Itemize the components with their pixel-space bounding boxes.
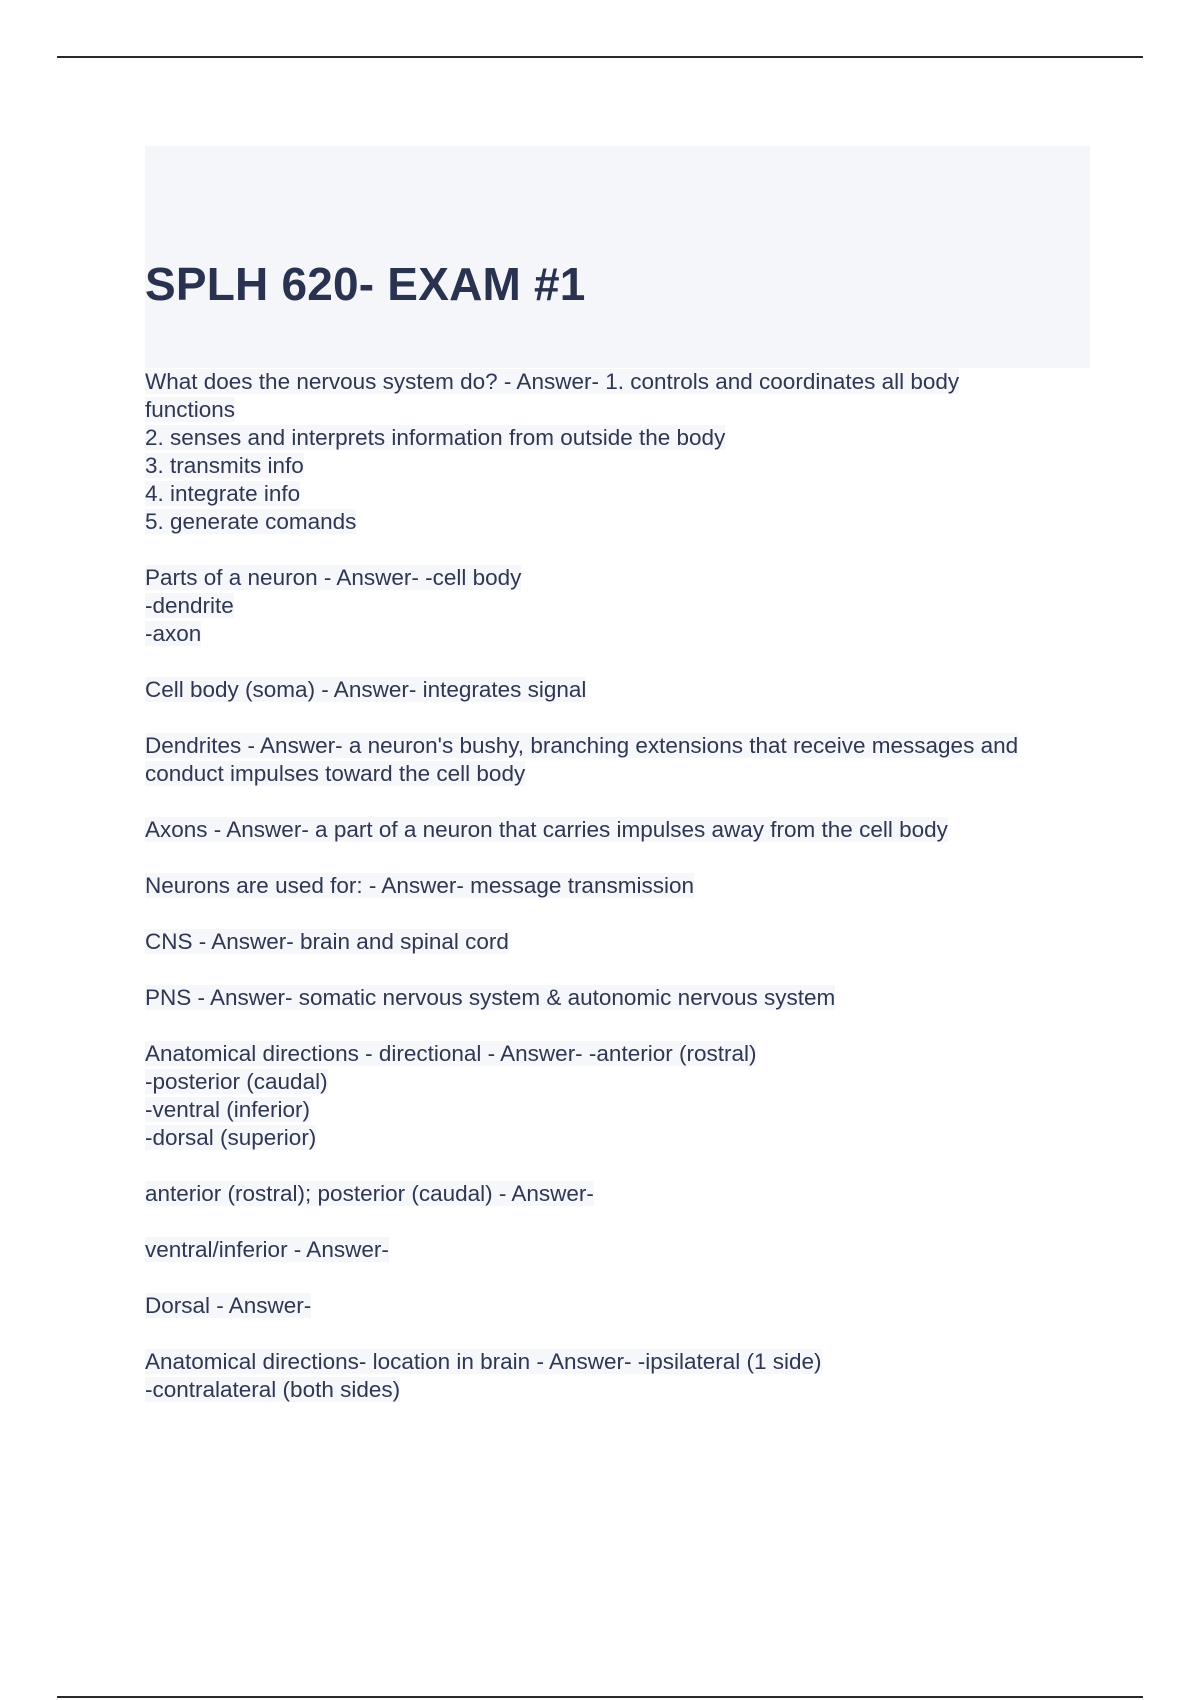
qa-question-line <box>145 1040 1095 1068</box>
qa-question-line <box>145 732 1095 760</box>
qa-answer-line <box>145 508 1095 536</box>
qa-text: -dorsal (superior) <box>145 1125 317 1150</box>
qa-question-line <box>145 816 1095 844</box>
qa-item <box>145 984 1095 1012</box>
qa-text: -ventral (inferior) <box>145 1097 311 1122</box>
qa-text: What does the nervous system do? - Answer- 1. controls and coordinates all body <box>145 369 960 394</box>
qa-answer-line <box>145 1068 1095 1096</box>
qa-question-line <box>145 1348 1095 1376</box>
qa-answer-line <box>145 1096 1095 1124</box>
qa-text: -posterior (caudal) <box>145 1069 328 1094</box>
qa-question-line <box>145 1180 1095 1208</box>
qa-question-line <box>145 984 1095 1012</box>
qa-question-line <box>145 1292 1095 1320</box>
qa-text: anterior (rostral); posterior (caudal) - Answer- <box>145 1181 594 1206</box>
qa-text: Anatomical directions- location in brain - Answer- -ipsilateral (1 side) <box>145 1349 822 1374</box>
qa-text: Cell body (soma) - Answer- integrates signal <box>145 677 587 702</box>
qa-answer-line <box>145 1124 1095 1152</box>
qa-item <box>145 928 1095 956</box>
bottom-divider <box>57 1696 1143 1698</box>
qa-text: 3. transmits info <box>145 453 304 478</box>
qa-question-line <box>145 676 1095 704</box>
qa-item <box>145 676 1095 704</box>
qa-text: -contralateral (both sides) <box>145 1377 401 1402</box>
qa-text: -axon <box>145 621 202 646</box>
qa-item <box>145 1180 1095 1208</box>
qa-question-line <box>145 564 1095 592</box>
qa-text: PNS - Answer- somatic nervous system & autonomic nervous system <box>145 985 836 1010</box>
top-divider <box>57 56 1143 58</box>
qa-text: functions <box>145 397 236 422</box>
qa-text: ventral/inferior - Answer- <box>145 1237 389 1262</box>
qa-item <box>145 732 1095 788</box>
qa-text: Dorsal - Answer- <box>145 1293 312 1318</box>
qa-answer-line <box>145 760 1095 788</box>
qa-item <box>145 368 1095 536</box>
qa-item <box>145 564 1095 648</box>
qa-item <box>145 1348 1095 1404</box>
qa-question-line <box>145 1236 1095 1264</box>
qa-item <box>145 1236 1095 1264</box>
qa-answer-line <box>145 620 1095 648</box>
qa-text: 2. senses and interprets information from outside the body <box>145 425 726 450</box>
qa-item <box>145 816 1095 844</box>
page-title: SPLH 620- EXAM #1 <box>145 258 586 310</box>
qa-text: Parts of a neuron - Answer- -cell body <box>145 565 522 590</box>
qa-text: -dendrite <box>145 593 234 618</box>
qa-text: Neurons are used for: - Answer- message transmission <box>145 873 694 898</box>
qa-answer-line <box>145 480 1095 508</box>
qa-text: conduct impulses toward the cell body <box>145 761 526 786</box>
qa-question-line <box>145 368 1095 396</box>
qa-text: 4. integrate info <box>145 481 301 506</box>
qa-question-line <box>145 872 1095 900</box>
qa-answer-line <box>145 452 1095 480</box>
qa-item <box>145 1292 1095 1320</box>
qa-text: Anatomical directions - directional - Answer- -anterior (rostral) <box>145 1041 757 1066</box>
qa-question-line <box>145 928 1095 956</box>
qa-item <box>145 872 1095 900</box>
qa-item <box>145 1040 1095 1152</box>
qa-text: 5. generate comands <box>145 509 357 534</box>
qa-answer-line <box>145 424 1095 452</box>
qa-text: Axons - Answer- a part of a neuron that carries impulses away from the cell body <box>145 817 948 842</box>
flashcard-list <box>145 368 1095 1432</box>
qa-text: Dendrites - Answer- a neuron's bushy, branching extensions that receive messages and <box>145 733 1019 758</box>
qa-answer-line <box>145 592 1095 620</box>
qa-answer-line <box>145 396 1095 424</box>
qa-answer-line <box>145 1376 1095 1404</box>
qa-text: CNS - Answer- brain and spinal cord <box>145 929 509 954</box>
